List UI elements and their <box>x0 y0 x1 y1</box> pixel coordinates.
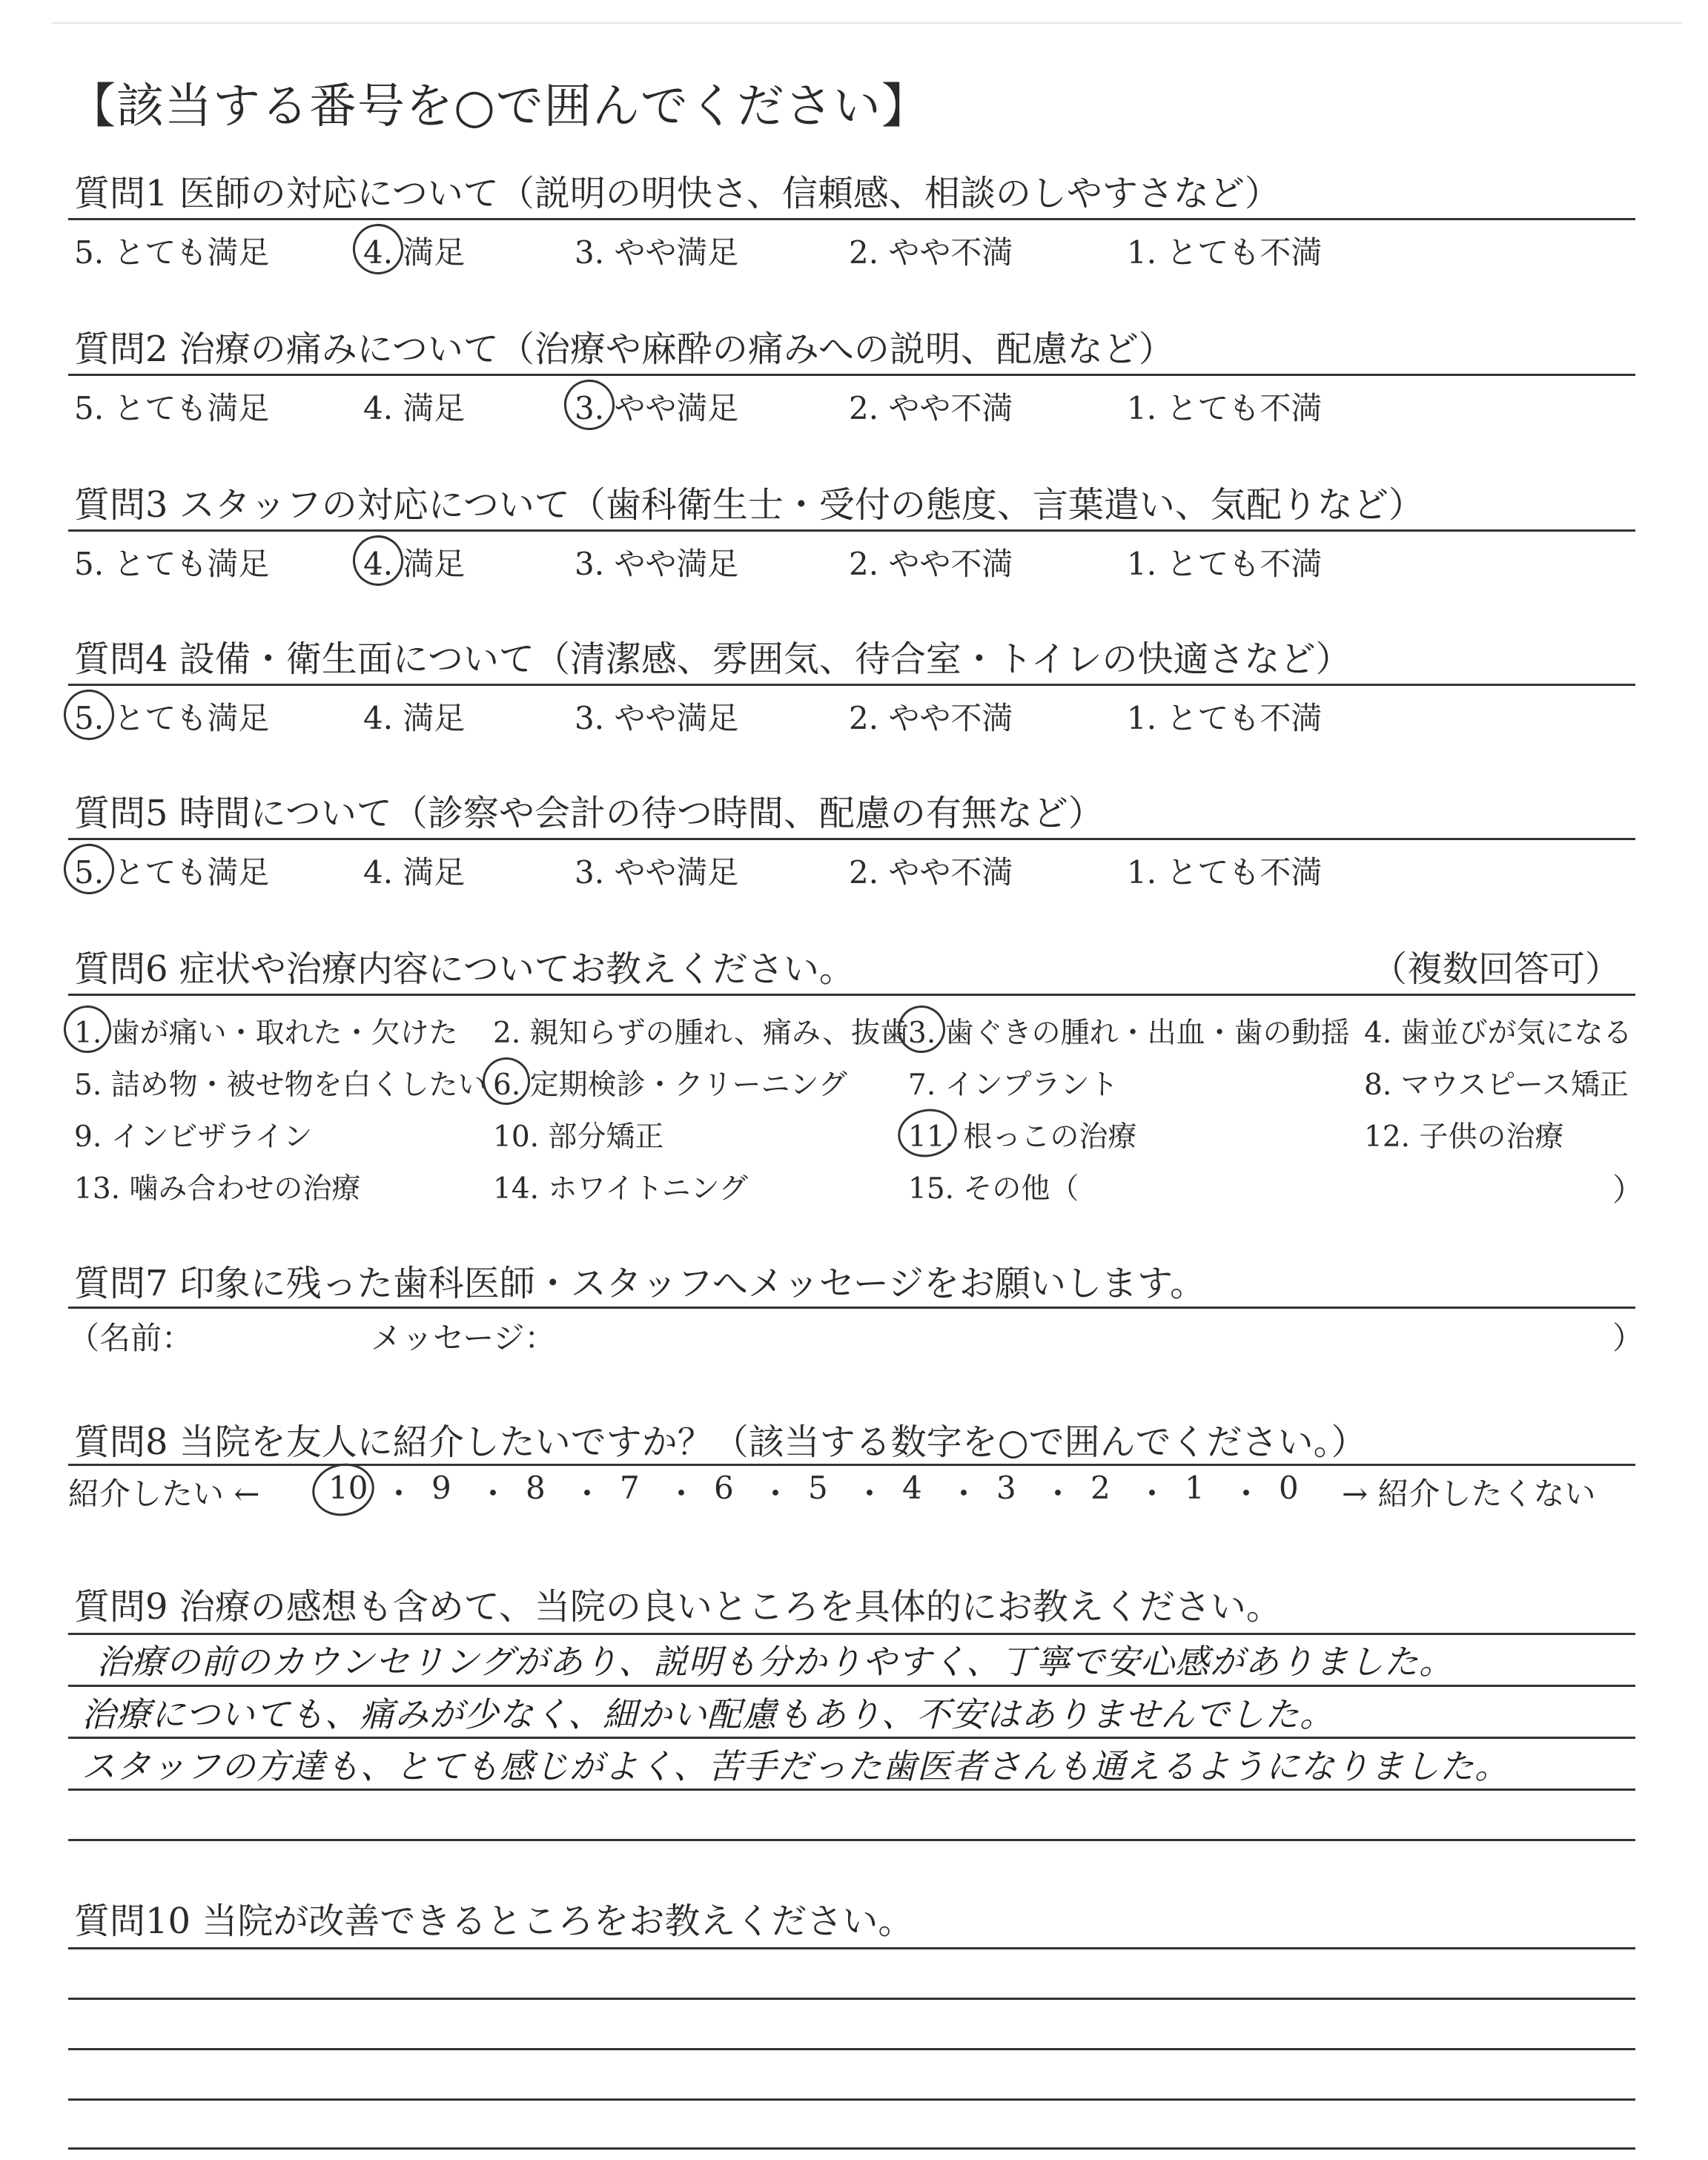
q8-score-4[interactable]: 4 <box>902 1470 922 1506</box>
q6-multiple-note: （複数回答可） <box>1371 948 1621 990</box>
q5-option-2[interactable]: 2. やや不満 <box>849 854 1013 891</box>
q5-option-1[interactable]: 1. とても不満 <box>1127 854 1323 891</box>
q4-title: 質問4 設備・衛生面について（清潔感、雰囲気、待合室・トイレの快適さなど） <box>74 638 1351 680</box>
q7-name-label: （名前： <box>68 1320 193 1356</box>
q2-rule <box>68 374 1635 376</box>
q7-title: 質問7 印象に残った歯科医師・スタッフへメッセージをお願いします。 <box>74 1263 1206 1304</box>
q8-score-0[interactable]: 0 <box>1279 1470 1299 1506</box>
q4-option-4[interactable]: 4. 満足 <box>363 700 466 736</box>
q9-answer-line-2: 治療についても、痛みが少なく、細かい配慮もあり、不安はありませんでした。 <box>82 1694 1335 1734</box>
q4-rule <box>68 684 1635 686</box>
q3-option-5[interactable]: 5. とても満足 <box>74 546 270 582</box>
q6-option-2[interactable]: 2. 親知らずの腫れ、痛み、抜歯 <box>493 1017 910 1050</box>
q5-option-5[interactable]: 5. とても満足 <box>74 854 270 891</box>
q9-answer-line-1: 治療の前のカウンセリングがあり、説明も分かりやすく、丁寧で安心感がありました。 <box>96 1642 1454 1682</box>
q6-option-11[interactable]: 11. 根っこの治療 <box>908 1120 1137 1154</box>
q6-option-3[interactable]: 3. 歯ぐきの腫れ・出血・歯の動揺 <box>908 1017 1350 1050</box>
q3-option-1[interactable]: 1. とても不満 <box>1127 546 1323 582</box>
q8-score-10[interactable]: 10 <box>328 1470 368 1506</box>
q8-separator-dot: ・ <box>666 1476 698 1512</box>
q9-title: 質問9 治療の感想も含めて、当院の良いところを具体的にお教えください。 <box>74 1586 1282 1628</box>
q8-title: 質問8 当院を友人に紹介したいですか？（該当する数字を○で囲んでください。） <box>74 1421 1367 1463</box>
q6-option-4[interactable]: 4. 歯並びが気になる <box>1364 1017 1632 1050</box>
q2-option-1[interactable]: 1. とても不満 <box>1127 390 1323 426</box>
q1-option-4[interactable]: 4. 満足 <box>363 234 466 271</box>
q8-separator-dot: ・ <box>383 1476 415 1512</box>
q2-option-2[interactable]: 2. やや不満 <box>849 390 1013 426</box>
q3-option-2[interactable]: 2. やや不満 <box>849 546 1013 582</box>
q1-option-3[interactable]: 3. やや満足 <box>575 234 739 271</box>
q2-option-4[interactable]: 4. 満足 <box>363 390 466 426</box>
q6-option-13[interactable]: 13. 噛み合わせの治療 <box>74 1172 361 1206</box>
q6-option-12[interactable]: 12. 子供の治療 <box>1364 1120 1564 1154</box>
q8-separator-dot: ・ <box>1231 1476 1262 1512</box>
q6-option-6[interactable]: 6. 定期検診・クリーニング <box>493 1069 847 1102</box>
q10-line-1 <box>68 1947 1635 1949</box>
q2-title: 質問2 治療の痛みについて（治療や麻酔の痛みへの説明、配慮など） <box>74 328 1174 370</box>
page-top-edge <box>52 22 1683 24</box>
q8-separator-dot: ・ <box>1136 1476 1168 1512</box>
q5-option-3[interactable]: 3. やや満足 <box>575 854 739 891</box>
q2-option-5[interactable]: 5. とても満足 <box>74 390 270 426</box>
q9-answer-line-3: スタッフの方達も、とても感じがよく、苦手だった歯医者さんも通えるようになりました。 <box>82 1746 1510 1786</box>
q9-line-5 <box>68 1839 1635 1841</box>
q9-line-2 <box>68 1685 1635 1687</box>
q8-separator-dot: ・ <box>948 1476 980 1512</box>
q3-option-3[interactable]: 3. やや満足 <box>575 546 739 582</box>
q4-option-2[interactable]: 2. やや不満 <box>849 700 1013 736</box>
q6-option-7[interactable]: 7. インプラント <box>908 1069 1119 1102</box>
q6-option-9[interactable]: 9. インビザライン <box>74 1120 313 1154</box>
q6-option-5[interactable]: 5. 詰め物・被せ物を白くしたい <box>74 1069 487 1102</box>
q6-title: 質問6 症状や治療内容についてお教えください。 <box>74 948 855 990</box>
q9-line-4 <box>68 1789 1635 1791</box>
q8-score-6[interactable]: 6 <box>714 1470 734 1506</box>
q6-option-1[interactable]: 1. 歯が痛い・取れた・欠けた <box>74 1017 458 1050</box>
q4-option-5[interactable]: 5. とても満足 <box>74 700 270 736</box>
q6-option-15[interactable]: 15. その他（ <box>908 1172 1079 1206</box>
q1-rule <box>68 218 1635 220</box>
q2-option-3[interactable]: 3. やや満足 <box>575 390 739 426</box>
q10-line-2 <box>68 1998 1635 2000</box>
instruction-header: 【該当する番号を○で囲んでください】 <box>68 79 930 134</box>
q7-message-label: メッセージ： <box>371 1320 556 1356</box>
q1-option-5[interactable]: 5. とても満足 <box>74 234 270 271</box>
q1-option-2[interactable]: 2. やや不満 <box>849 234 1013 271</box>
q7-close: ） <box>1612 1320 1644 1356</box>
q8-separator-dot: ・ <box>477 1476 509 1512</box>
q8-score-2[interactable]: 2 <box>1090 1470 1110 1506</box>
q8-score-9[interactable]: 9 <box>431 1470 451 1506</box>
q8-selection-circle <box>308 1458 380 1522</box>
q6-option-14[interactable]: 14. ホワイトニング <box>493 1172 748 1206</box>
q10-title: 質問10 当院が改善できるところをお教えください。 <box>74 1900 914 1942</box>
q5-option-4[interactable]: 4. 満足 <box>363 854 466 891</box>
q3-title: 質問3 スタッフの対応について（歯科衛生士・受付の態度、言葉遣い、気配りなど） <box>74 484 1424 526</box>
q8-separator-dot: ・ <box>760 1476 792 1512</box>
q4-option-3[interactable]: 3. やや満足 <box>575 700 739 736</box>
q7-rule <box>68 1307 1635 1309</box>
q9-line-3 <box>68 1737 1635 1739</box>
q8-rule <box>68 1464 1635 1466</box>
q8-separator-dot: ・ <box>572 1476 603 1512</box>
q10-line-5 <box>68 2147 1635 2150</box>
q8-score-1[interactable]: 1 <box>1185 1470 1205 1506</box>
q6-option-10[interactable]: 10. 部分矯正 <box>493 1120 664 1154</box>
q10-line-4 <box>68 2098 1635 2101</box>
q8-score-5[interactable]: 5 <box>808 1470 828 1506</box>
q8-score-7[interactable]: 7 <box>620 1470 640 1506</box>
q5-rule <box>68 838 1635 840</box>
q8-left-label: 紹介したい ← <box>68 1476 260 1512</box>
q8-separator-dot: ・ <box>854 1476 886 1512</box>
q8-separator-dot: ・ <box>1042 1476 1074 1512</box>
q1-title: 質問1 医師の対応について（説明の明快さ、信頼感、相談のしやすさなど） <box>74 173 1280 214</box>
q5-title: 質問5 時間について（診察や会計の待つ時間、配慮の有無など） <box>74 793 1104 834</box>
q6-rule <box>68 994 1635 996</box>
q1-option-1[interactable]: 1. とても不満 <box>1127 234 1323 271</box>
q8-score-8[interactable]: 8 <box>526 1470 546 1506</box>
q4-option-1[interactable]: 1. とても不満 <box>1127 700 1323 736</box>
q8-score-3[interactable]: 3 <box>996 1470 1016 1506</box>
q8-right-label: → 紹介したくない <box>1342 1476 1596 1512</box>
q10-line-3 <box>68 2048 1635 2050</box>
q3-option-4[interactable]: 4. 満足 <box>363 546 466 582</box>
q6-other-close: ） <box>1612 1172 1644 1208</box>
q6-option-8[interactable]: 8. マウスピース矯正 <box>1364 1069 1629 1102</box>
q3-rule <box>68 529 1635 532</box>
